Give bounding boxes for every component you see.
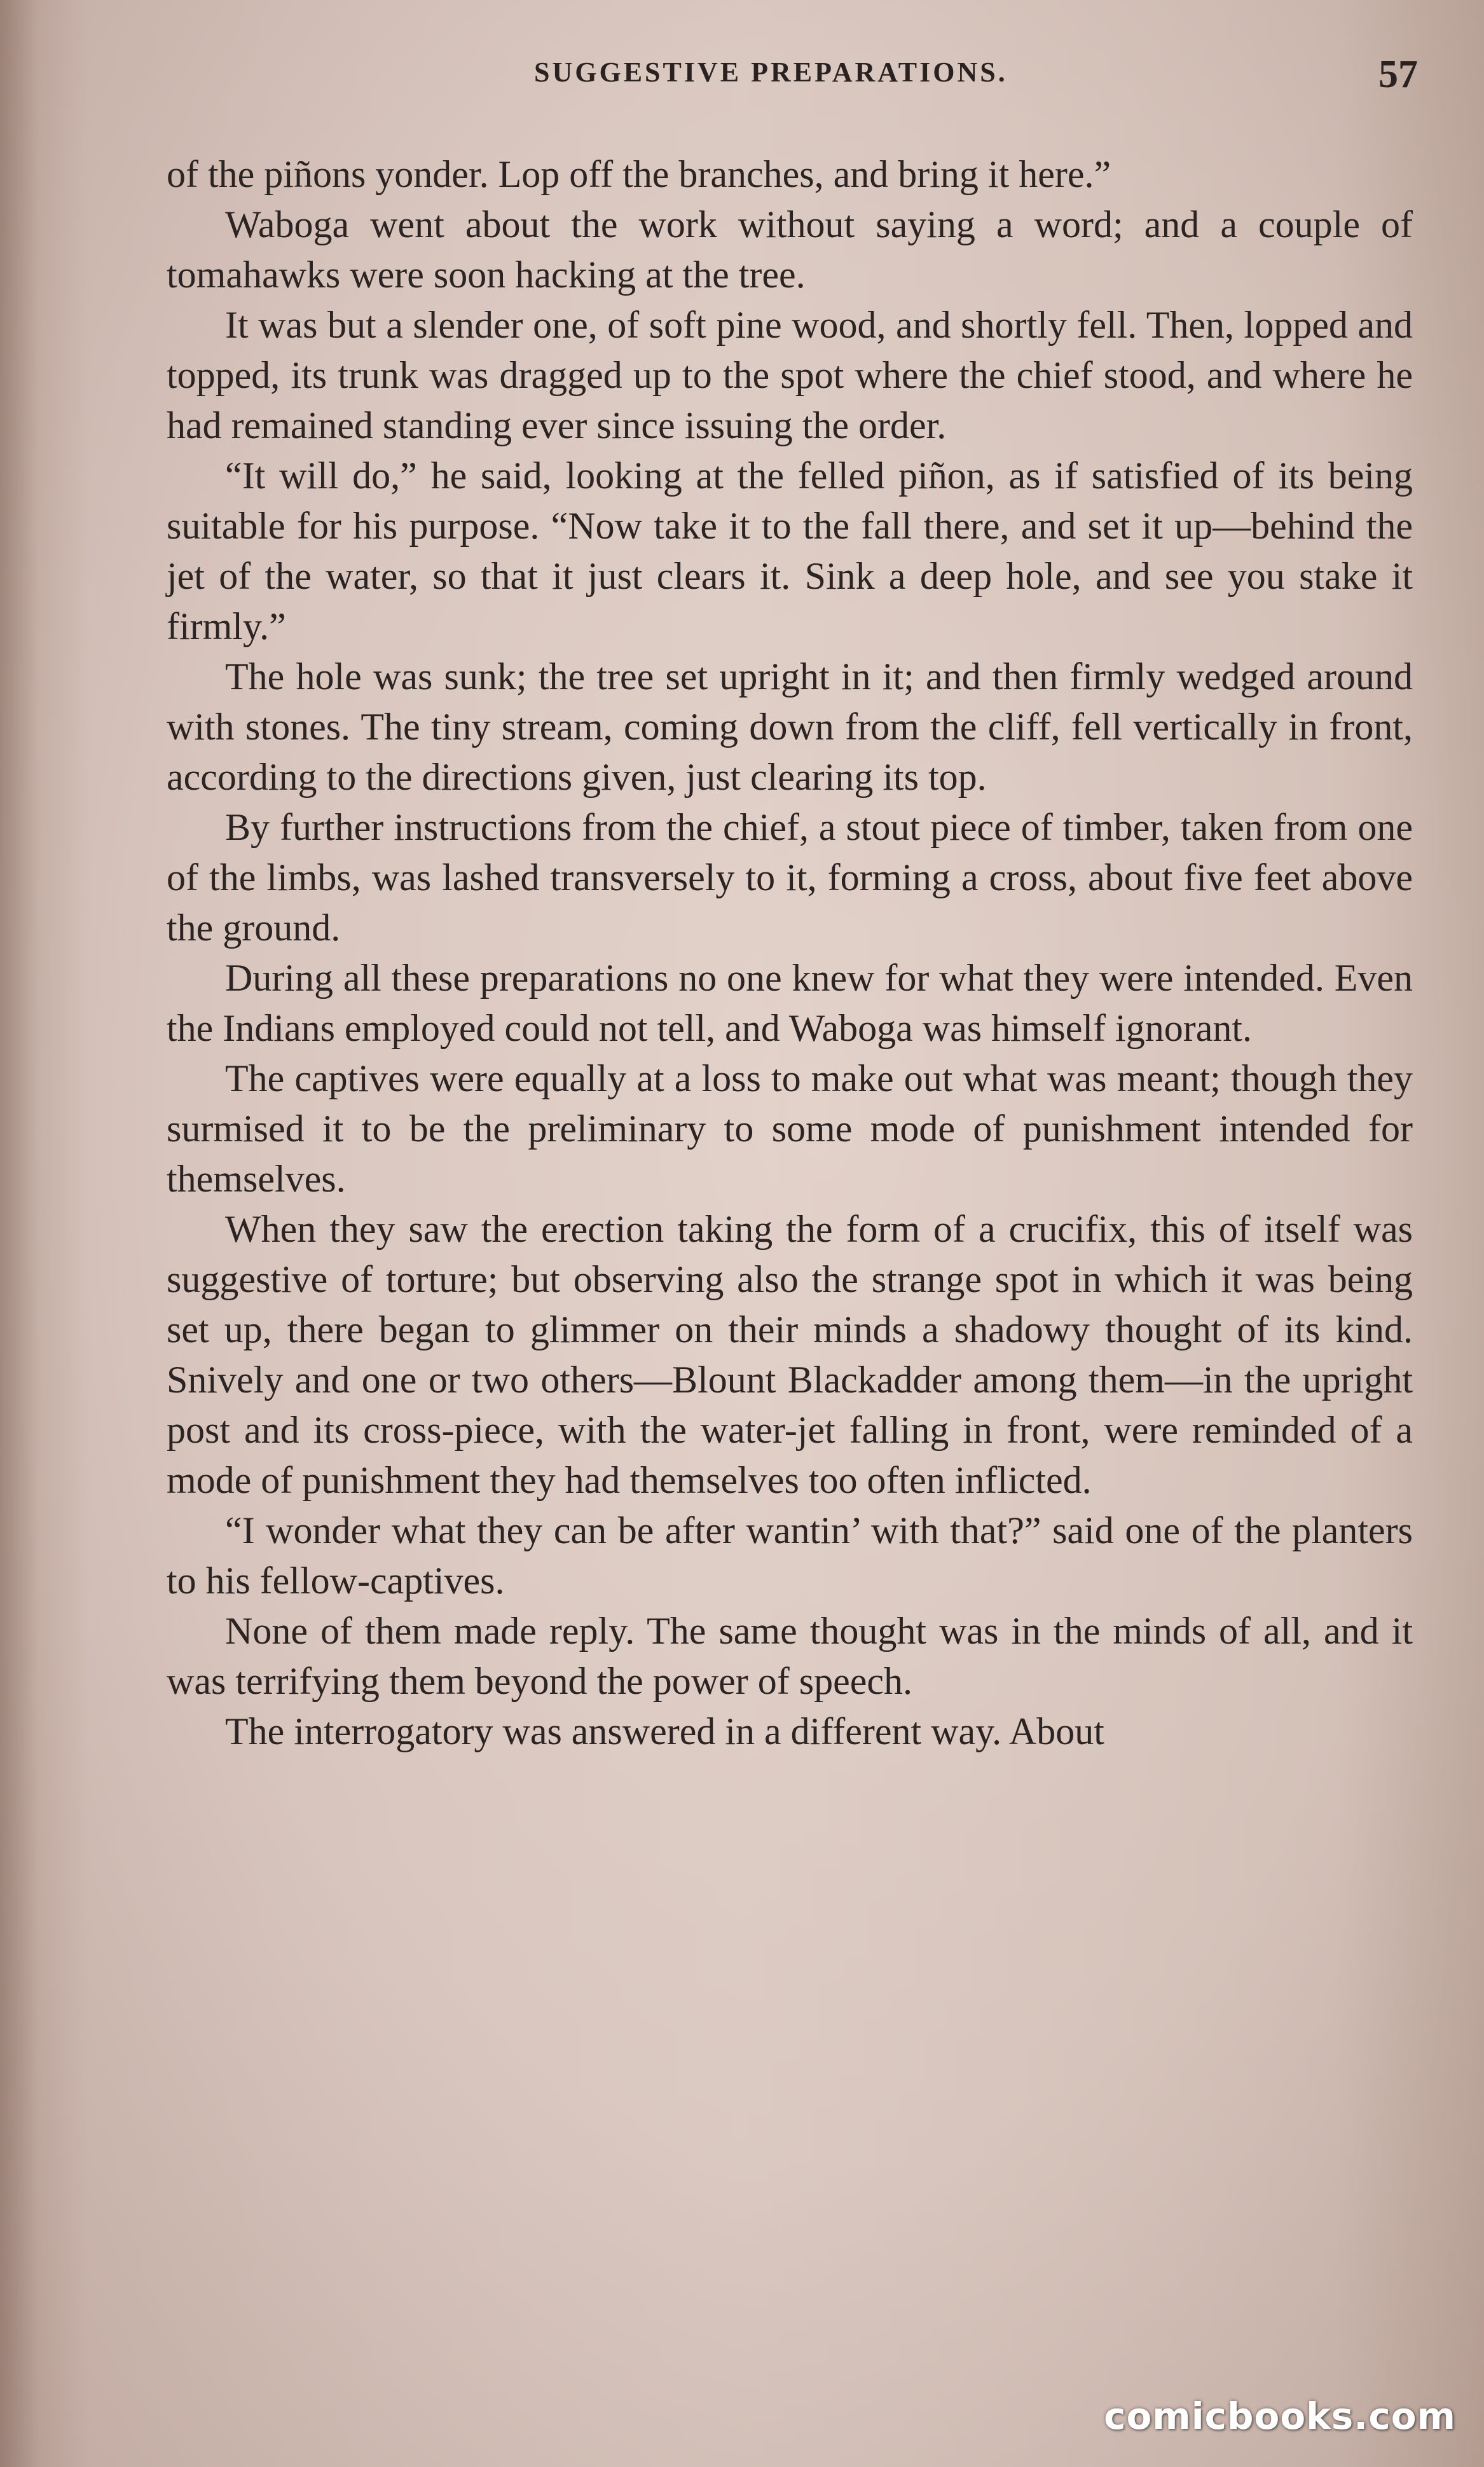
paragraph: The captives were equally at a loss to make out what was meant; though they surmised it to be the preliminary to some mode of punishment intended for themselves. [167,1057,1413,1200]
paragraph: The hole was sunk; the tree set upright in it; and then firmly wedged around with stones. The tiny stream, coming down from the cliff, fell vertically in front, according to the directions given, just clearing its top. [167,656,1413,798]
watermark: comicbooks.com [1104,2395,1456,2438]
paragraph: “It will do,” he said, looking at the felled piñon, as if satisfied of its being suitable for his purpose. “Now take it to the fall there, and set it up—behind the jet of the water, so that it just clears it. Sink a deep hole, and see you stake it firmly.” [167,455,1413,647]
paragraph: None of them made reply. The same thought was in the minds of all, and it was terrifying them beyond the power of speech. [167,1610,1413,1702]
paragraph: During all these preparations no one knew for what they were intended. Even the Indians employed could not tell, and Waboga was himself ignorant. [167,957,1413,1049]
body-text [167,149,1413,1757]
paragraph: Waboga went about the work without saying a word; and a couple of tomahawks were soon hacking at the tree. [167,203,1413,296]
page-number: 57 [1378,53,1418,96]
page-header [172,53,1418,100]
paragraph: The interrogatory was answered in a different way. About [225,1710,1104,1752]
running-head: SUGGESTIVE PREPARATIONS. [534,57,1008,88]
spine-shadow [0,0,38,2467]
paragraph: By further instructions from the chief, a stout piece of timber, taken from one of the limbs, was lashed transversely to it, forming a cross, about five feet above the ground. [167,806,1413,949]
paragraph: “I wonder what they can be after wantin’ with that?” said one of the planters to his fellow-captives. [167,1509,1413,1602]
paragraph: When they saw the erection taking the form of a crucifix, this of itself was suggestive of torture; but observing also the strange spot in which it was being set up, there began to glimmer on their minds a shadowy thought of its kind. Snively and one or two others—Blount Blackadder among them—in the upright post and its cross-piece, with the water-jet falling in front, were reminded of a mode of punishment they had themselves too often inflicted. [167,1208,1413,1501]
paragraph: It was but a slender one, of soft pine wood, and shortly fell. Then, lopped and topped, its trunk was dragged up to the spot where the chief stood, and where he had remained standing ever since issuing the order. [167,304,1413,446]
paragraph: of the piñons yonder. Lop off the branches, and bring it here.” [167,153,1111,195]
